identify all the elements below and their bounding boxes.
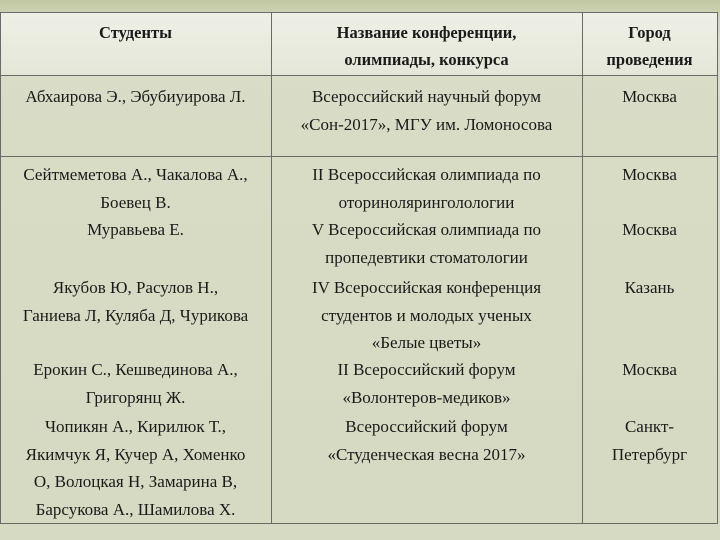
row-2-conference: II Всероссийская олимпиада по оториноляринголологии V Всероссийская олимпиада по пропедевтики стоматологии: [311, 165, 542, 267]
header-conference: Название конференции, олимпиады, конкурса: [336, 23, 517, 69]
row-4-city: Москва: [622, 360, 677, 379]
row-divider: [0, 156, 718, 157]
row-1-conference: Всероссийский научный форум «Сон-2017», МГУ им. Ломоносова: [300, 87, 553, 134]
row-5-students: Чопикян А., Кирилюк Т., Якимчук Я, Кучер А, Хоменко О, Волоцкая Н, Замарина В, Барсукова А., Шамилова Х.: [25, 417, 246, 519]
row-2-city-2: Москва: [622, 220, 677, 239]
row-3-students: Якубов Ю, Расулов Н., Ганиева Л, Куляба Д, Чурикова: [22, 278, 249, 325]
row-4-conference: II Всероссийский форум «Волонтеров-медиков»: [337, 360, 516, 407]
row-2-students: Сейтмеметова А., Чакалова А., Боевец В. Муравьева Е.: [23, 165, 248, 239]
header-divider: [0, 75, 718, 76]
row-2-city-1: Москва: [622, 165, 677, 184]
table-border-right: [717, 13, 718, 523]
conference-table: [0, 12, 718, 524]
row-3-conference: IV Всероссийская конференция студентов и молодых ученых «Белые цветы»: [311, 278, 542, 352]
row-1-students: Абхаирова Э., Эбубиуирова Л.: [25, 87, 246, 106]
header-students: Студенты: [99, 23, 172, 42]
row-3-city: Казань: [624, 278, 675, 297]
row-4-students: Ерокин С., Кешвединова А., Григорянц Ж.: [33, 360, 238, 407]
row-5-conference: Всероссийский форум «Студенческая весна 2017»: [327, 417, 526, 464]
row-1-city: Москва: [622, 87, 677, 106]
row-5-city: Санкт- Петербург: [611, 417, 688, 464]
header-city: Город проведения: [606, 23, 693, 69]
